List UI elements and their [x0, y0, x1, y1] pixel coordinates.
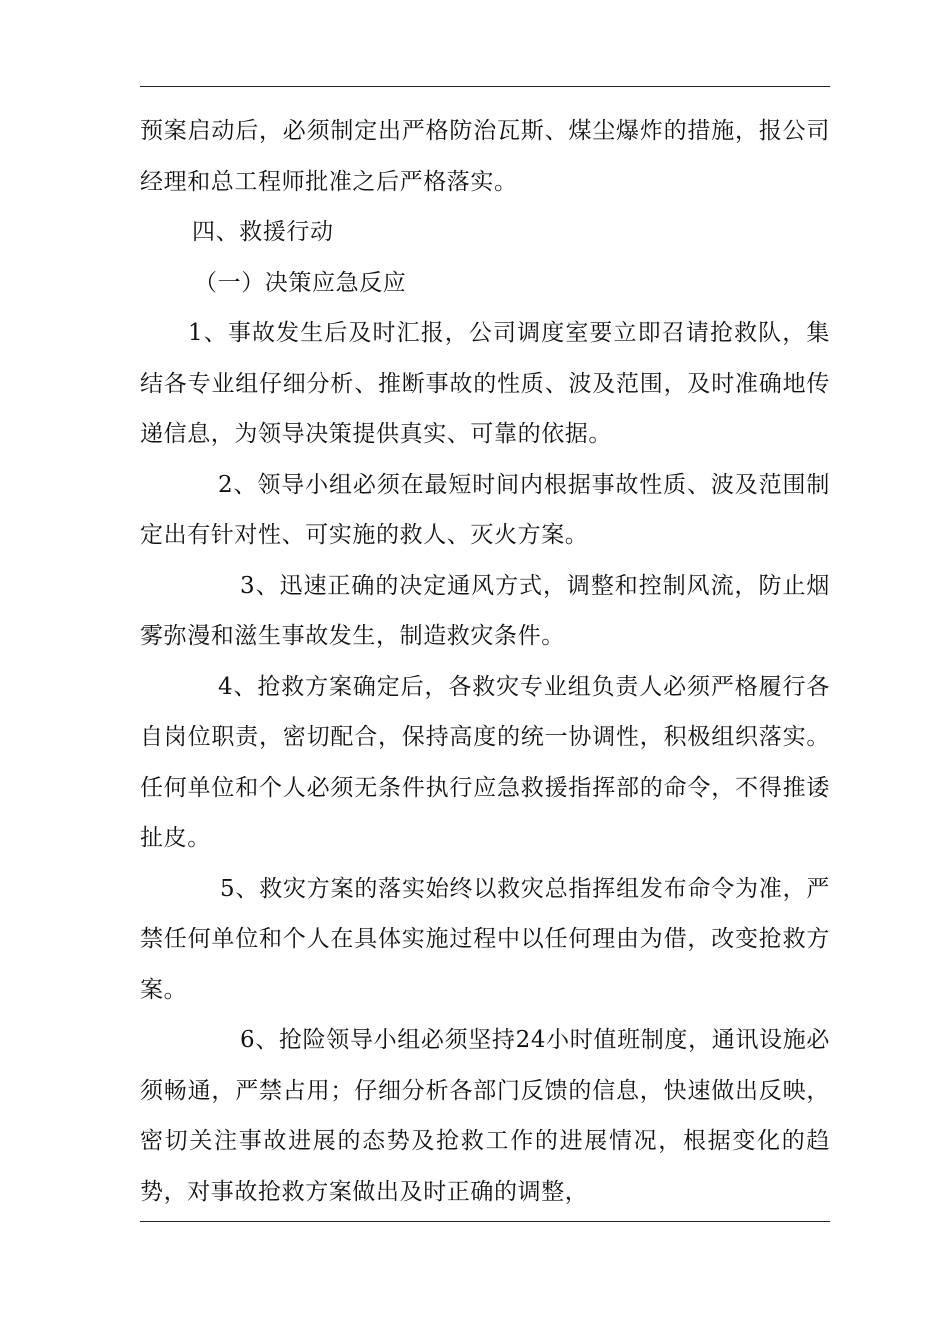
header-rule	[140, 86, 830, 87]
section-heading: 四、救援行动	[192, 219, 334, 245]
footer-rule	[140, 1221, 830, 1222]
paragraph-item-3: 3、迅速正确的决定通风方式，调整和控制风流，防止烟雾弥漫和滋生事故发生，制造救灾条件。	[140, 572, 830, 649]
paragraph-item-6: 6、抢险领导小组必须坚持24小时值班制度，通讯设施必须畅通，严禁占用；仔细分析各部门反馈的信息，快速做出反映，密切关注事故进展的态势及抢救工作的进展情况，根据变化的趋势，对事故抢救方案做出及时正确的调整，	[140, 1027, 830, 1205]
paragraph-item-4: 4、抢救方案确定后，各救灾专业组负责人必须严格履行各自岗位职责，密切配合，保持高度的统一协调性，积极组织落实。任何单位和个人必须无条件执行应急救援指挥部的命令，不得推诿扯皮。	[140, 673, 830, 851]
paragraph-continuation: 预案启动后，必须制定出严格防治瓦斯、煤尘爆炸的措施，报公司经理和总工程师批准之后严格落实。	[140, 118, 830, 195]
subsection-heading: （一）决策应急反应	[194, 269, 407, 296]
paragraph-item-2: 2、领导小组必须在最短时间内根据事故性质、波及范围制定出有针对性、可实施的救人、灭火方案。	[140, 471, 830, 548]
document-body	[140, 106, 830, 1217]
paragraph-item-1: 1、事故发生后及时汇报，公司调度室要立即召请抢救队，集结各专业组仔细分析、推断事故的性质、波及范围，及时准确地传递信息，为领导决策提供真实、可靠的依据。	[140, 320, 830, 447]
paragraph-item-5: 5、救灾方案的落实始终以救灾总指挥组发布命令为准，严禁任何单位和个人在具体实施过程中以任何理由为借，改变抢救方案。	[140, 875, 830, 1003]
